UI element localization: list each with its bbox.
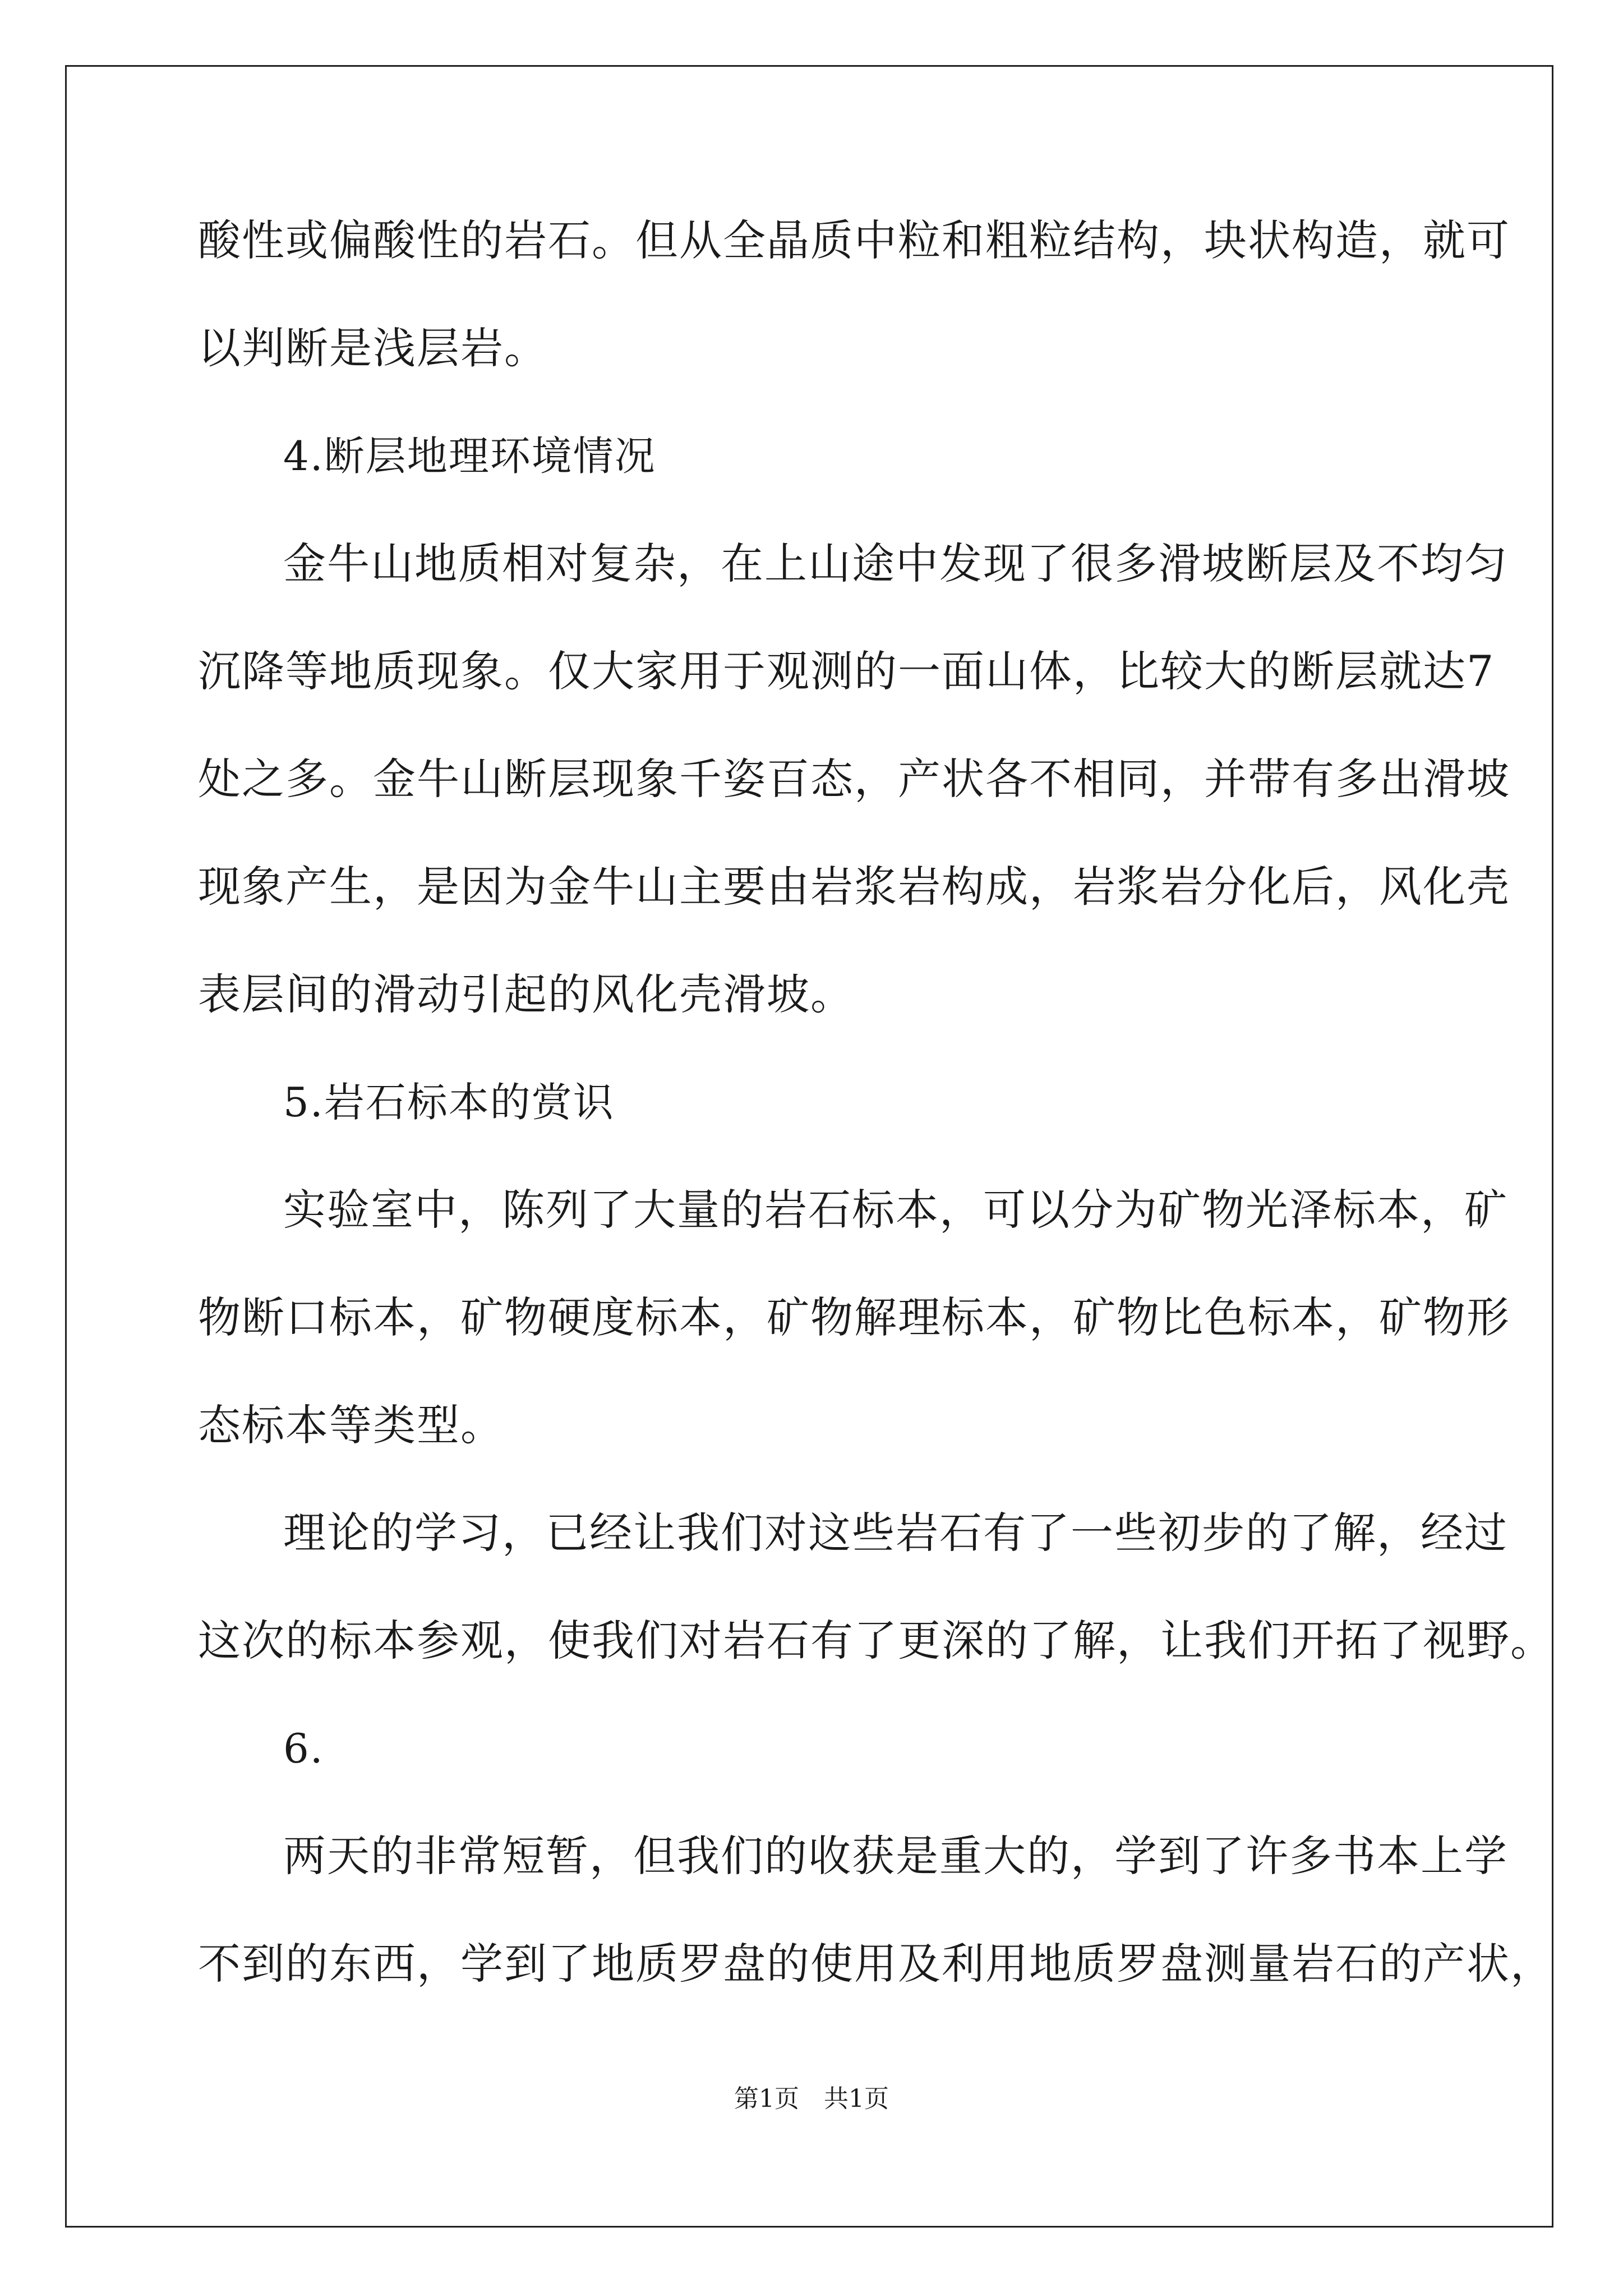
page-number-footer: 第1页 共1页	[734, 2085, 889, 2113]
paragraph-first-line: 实验室中，陈列了大量的岩石标本，可以分为矿物光泽标本，矿	[283, 1185, 1508, 1235]
text-line: 沉降等地质现象。仅大家用于观测的一面山体，比较大的断层就达7	[198, 646, 1495, 696]
text-line: 物断口标本，矿物硬度标本，矿物解理标本，矿物比色标本，矿物形	[198, 1292, 1510, 1342]
text-line: 不到的东西，学到了地质罗盘的使用及利用地质罗盘测量岩石的产状，	[198, 1939, 1554, 1989]
text-line: 这次的标本参观，使我们对岩石有了更深的了解，让我们开拓了视野。	[198, 1616, 1554, 1665]
text-line: 酸性或偏酸性的岩石。但从全晶质中粒和粗粒结构，块状构造，就可	[198, 215, 1510, 265]
paragraph-first-line: 金牛山地质相对复杂，在上山途中发现了很多滑坡断层及不均匀	[283, 539, 1508, 588]
text-line: 现象产生，是因为金牛山主要由岩浆岩构成，岩浆岩分化后，风化壳	[198, 862, 1510, 912]
section-heading: 5.岩石标本的赏识	[283, 1079, 615, 1126]
section-heading: 4.断层地理环境情况	[283, 432, 656, 480]
section-heading: 6.	[283, 1725, 324, 1772]
paragraph-first-line: 两天的非常短暂，但我们的收获是重大的，学到了许多书本上学	[283, 1831, 1508, 1881]
text-line: 表层间的滑动引起的风化壳滑坡。	[198, 969, 854, 1019]
text-line: 态标本等类型。	[198, 1400, 504, 1450]
document-body	[198, 213, 1554, 1991]
text-line: 处之多。金牛山断层现象千姿百态，产状各不相同，并带有多出滑坡	[198, 754, 1510, 804]
text-line: 以判断是浅层岩。	[198, 323, 548, 373]
paragraph-first-line: 理论的学习，已经让我们对这些岩石有了一些初步的了解，经过	[283, 1508, 1508, 1558]
